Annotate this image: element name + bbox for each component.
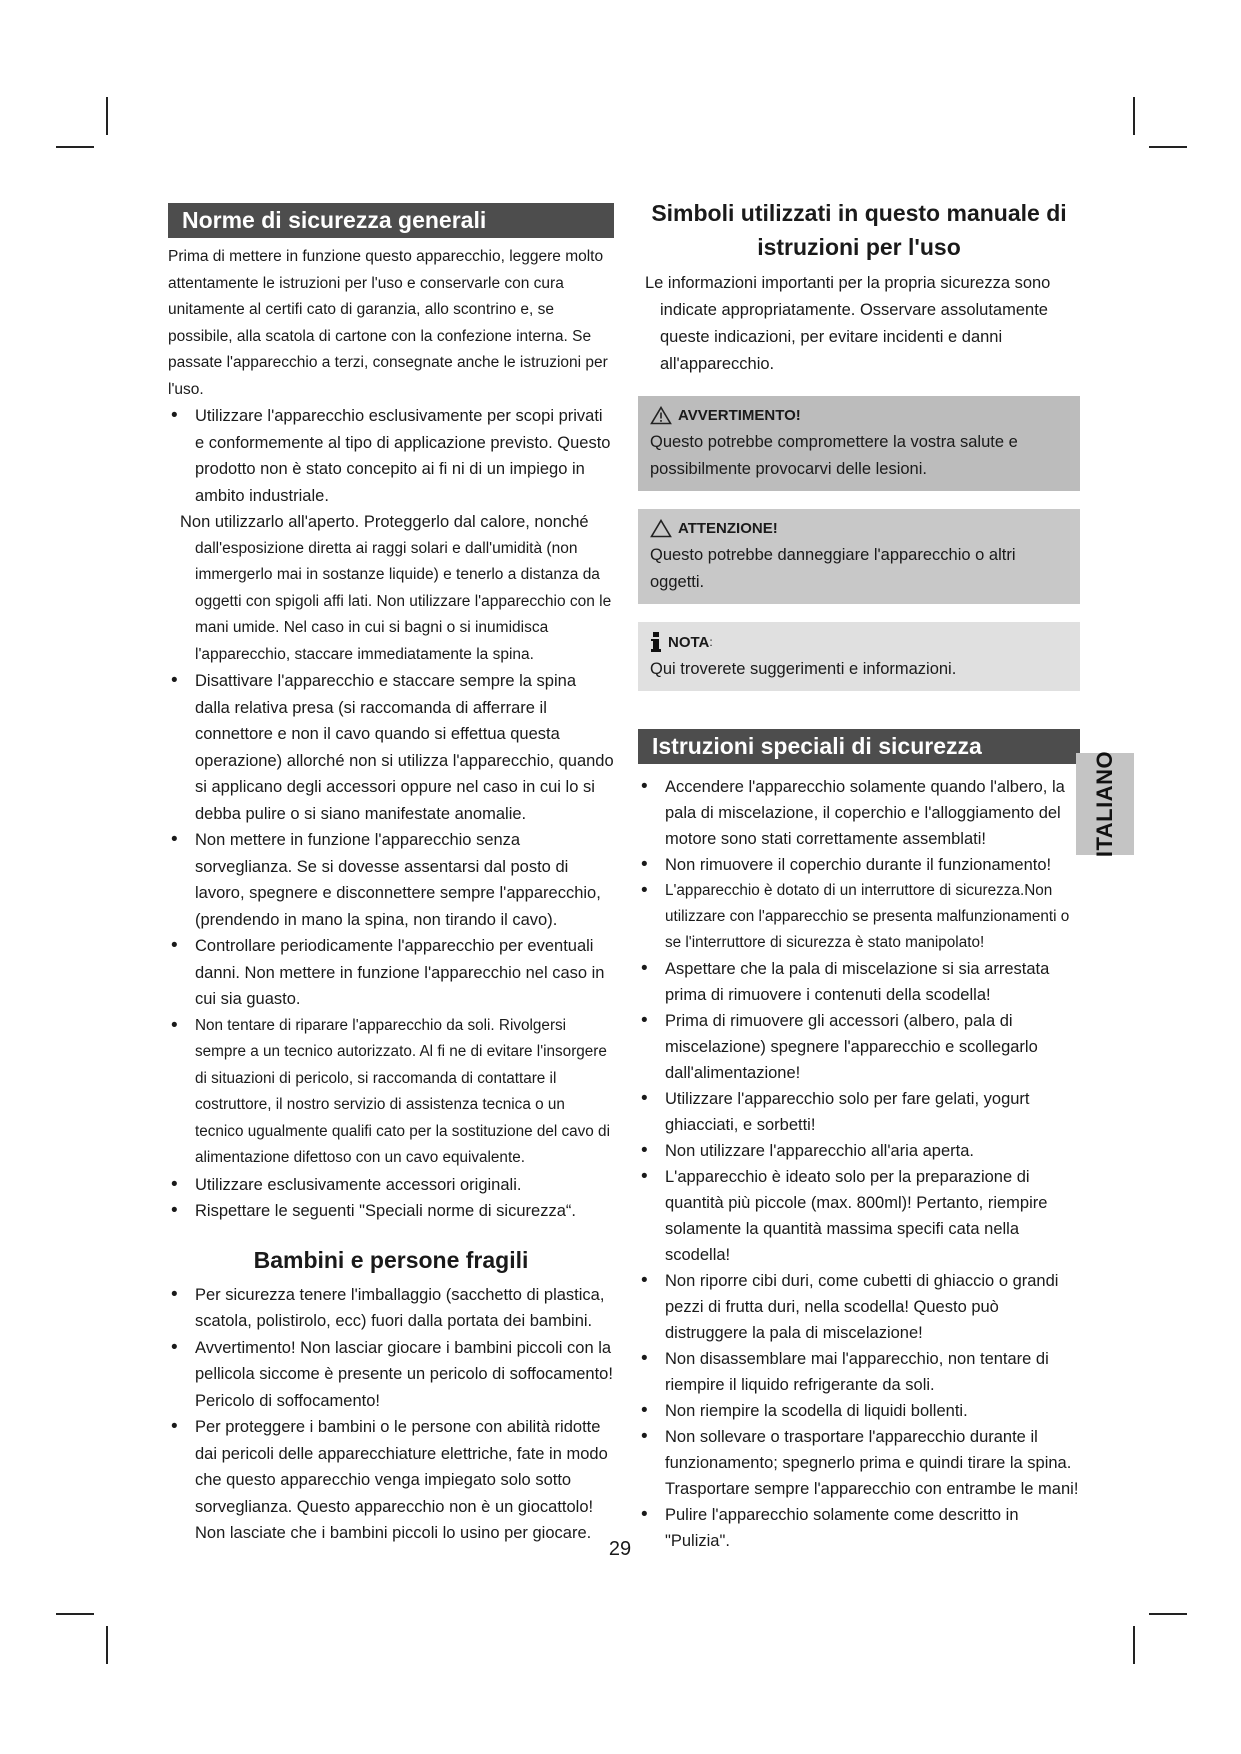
crop-mark (1133, 1626, 1135, 1664)
outdoor-warning (168, 509, 614, 668)
note-box (638, 622, 1080, 691)
list-item: • Avvertimento! Non lasciar giocare i bambini piccoli con la pellicola siccome è presente un pericolo di soffocamento! Pericolo di soffocamento! (168, 1335, 614, 1415)
list-item: • Disattivare l'apparecchio e staccare sempre la spina dalla relativa presa (si raccomanda di afferrare il connettore e non il cavo quando si effettua questa operazione) allorché non si utilizza l'apparecchio, quando si applicano degli accessori oppure nel caso in cui lo si debba pulire o si siano manifestate anomalie. (168, 668, 614, 827)
list-item: • Accendere l'apparecchio solamente quando l'albero, la pala di miscelazione, il coperchio e l'alloggiamento del motore sono stati correttamente assemblati! (638, 774, 1080, 852)
crop-mark (106, 1626, 108, 1664)
warning-label: AVVERTIMENTO! (678, 407, 801, 424)
special-safety-header: Istruzioni speciali di sicurezza (638, 729, 1080, 764)
note-colon: : (709, 635, 713, 649)
crop-mark (56, 1613, 94, 1615)
note-text: Qui troverete suggerimenti e informazioni. (650, 660, 957, 678)
language-side-tab (1076, 750, 1134, 858)
list-item: • Non mettere in funzione l'apparecchio senza sorveglianza. Se si dovesse assentarsi dal posto di lavoro, spegnere e disconnettere sempre l'apparecchio, (prendendo in mano la spina, non tirando il cavo). (168, 827, 614, 933)
warning-text: Questo potrebbe compromettere la vostra salute e possibilmente provocarvi delle lesioni. (650, 433, 1018, 478)
list-item: • Per sicurezza tenere l'imballaggio (sacchetto di plastica, scatola, polistirolo, ecc) fuori dalla portata dei bambini. (168, 1282, 614, 1335)
list-item: • Utilizzare esclusivamente accessori originali. (168, 1172, 614, 1199)
info-icon (650, 632, 662, 652)
crop-mark (106, 97, 108, 135)
general-safety-list (168, 403, 614, 509)
list-item: • Non utilizzare l'apparecchio all'aria aperta. (638, 1138, 1080, 1164)
list-item: • Non disassemblare mai l'apparecchio, non tentare di riempire il liquido refrigerante da soli. (638, 1346, 1080, 1398)
crop-mark (1149, 1613, 1187, 1615)
language-label: ITALIANO (1092, 750, 1117, 858)
list-item: • Pulire l'apparecchio solamente come descritto in "Pulizia". (638, 1502, 1080, 1554)
list-item: • Utilizzare l'apparecchio solo per fare gelati, yogurt ghiacciati, e sorbetti! (638, 1086, 1080, 1138)
right-column (638, 196, 1080, 1554)
children-section-title: Bambini e persone fragili (253, 1246, 529, 1273)
list-item: • Per proteggere i bambini o le persone con abilità ridotte dai pericoli delle apparecchiature elettriche, fate in modo che questo apparecchio venga impiegato solo sotto sorveglianza. Questo apparecchio non è un giocattolo! Non lasciate che i bambini piccoli lo usino per giocare. (168, 1414, 614, 1547)
children-safety-list (168, 1282, 614, 1547)
caution-triangle-icon (650, 519, 672, 538)
caution-label: ATTENZIONE! (678, 520, 778, 537)
note-label: NOTA (668, 633, 710, 651)
outdoor-warning-first-line: Non utilizzarlo all'aperto. Proteggerlo dal calore, nonché (180, 513, 589, 531)
crop-mark (1149, 146, 1187, 148)
list-item: • Non riporre cibi duri, come cubetti di ghiaccio o grandi pezzi di frutta duri, nella scodella! Questo può distruggere la pala di miscelazione! (638, 1268, 1080, 1346)
symbols-intro (645, 270, 1080, 378)
list-item: • Non tentare di riparare l'apparecchio da soli. Rivolgersi sempre a un tecnico autorizzato. Al fi ne di evitare l'insorgere di situazioni di pericolo, si raccomanda di contattare il costruttore, il nostro servizio di assistenza tecnica o un tecnico ugualmente qualifi cato per la sostituzione del cavo di alimentazione difettoso con un cavo equivalente. (168, 1013, 614, 1172)
list-item: • Prima di rimuovere gli accessori (albero, pala di miscelazione) spegnere l'apparecchio e scollegarlo dall'alimentazione! (638, 1008, 1080, 1086)
special-safety-list (638, 774, 1080, 1554)
crop-mark (1133, 97, 1135, 135)
general-safety-header: Norme di sicurezza generali (168, 203, 614, 238)
list-item: • Non rimuovere il coperchio durante il funzionamento! (638, 852, 1080, 878)
general-safety-intro: Prima di mettere in funzione questo apparecchio, leggere molto attentamente le istruzioni per l'uso e conservarle con cura unitamente al certifi cato di garanzia, allo scontrino e, se possibile, alla scatola di cartone con la confezione interna. Se passate l'apparecchio a terzi, consegnate anche le istruzioni per l'uso. (168, 248, 608, 398)
list-item: • Non sollevare o trasportare l'apparecchio durante il funzionamento; spegnerlo prima e quindi tirare la spina. Trasportare sempre l'apparecchio con entrambe le mani! (638, 1424, 1080, 1502)
warning-triangle-icon (650, 406, 672, 425)
crop-mark (56, 146, 94, 148)
list-item: • Rispettare le seguenti "Speciali norme di sicurezza“. (168, 1198, 614, 1225)
symbols-intro-first-line: Le informazioni importanti per la propria sicurezza sono (645, 274, 1051, 292)
warning-box (638, 396, 1080, 491)
caution-text: Questo potrebbe danneggiare l'apparecchio o altri oggetti. (650, 546, 1016, 591)
symbols-section-title: Simboli utilizzati in questo manuale di istruzioni per l'uso (651, 200, 1067, 260)
general-safety-list-2 (168, 668, 614, 1225)
list-item: • Controllare periodicamente l'apparecchio per eventuali danni. Non mettere in funzione l'apparecchio nel caso in cui sia guasto. (168, 933, 614, 1013)
page-number: 29 (608, 1538, 632, 1560)
symbols-intro-continuation: indicate appropriatamente. Osservare assolutamente queste indicazioni, per evitare incidenti e danni all'apparecchio. (660, 301, 1048, 373)
list-item: • L'apparecchio è ideato solo per la preparazione di quantità più piccole (max. 800ml)! Pertanto, riempire solamente la quantità massima specifi cata nella scodella! (638, 1164, 1080, 1268)
outdoor-warning-continuation: dall'esposizione diretta ai raggi solari e dall'umidità (non immergerlo mai in sostanze liquide) e tenerlo a distanza da oggetti con spigoli affi lati. Non utilizzare l'apparecchio con le mani umide. Nel caso in cui si bagni o si inumidisca l'apparecchio, staccare immediatamente la spina. (195, 539, 612, 663)
list-item: • Non riempire la scodella di liquidi bollenti. (638, 1398, 1080, 1424)
caution-box (638, 509, 1080, 604)
list-item: • Utilizzare l'apparecchio esclusivamente per scopi privati e conformemente al tipo di applicazione previsto. Questo prodotto non è stato concepito ai fi ni di un impiego in ambito industriale. (168, 403, 614, 509)
list-item: • Aspettare che la pala di miscelazione si sia arrestata prima di rimuovere i contenuti della scodella! (638, 956, 1080, 1008)
list-item: • L'apparecchio è dotato di un interruttore di sicurezza.Non utilizzare con l'apparecchio se presenta malfunzionamenti o se l'interruttore di sicurezza è stato manipolato! (638, 878, 1080, 956)
left-column (168, 203, 614, 1547)
